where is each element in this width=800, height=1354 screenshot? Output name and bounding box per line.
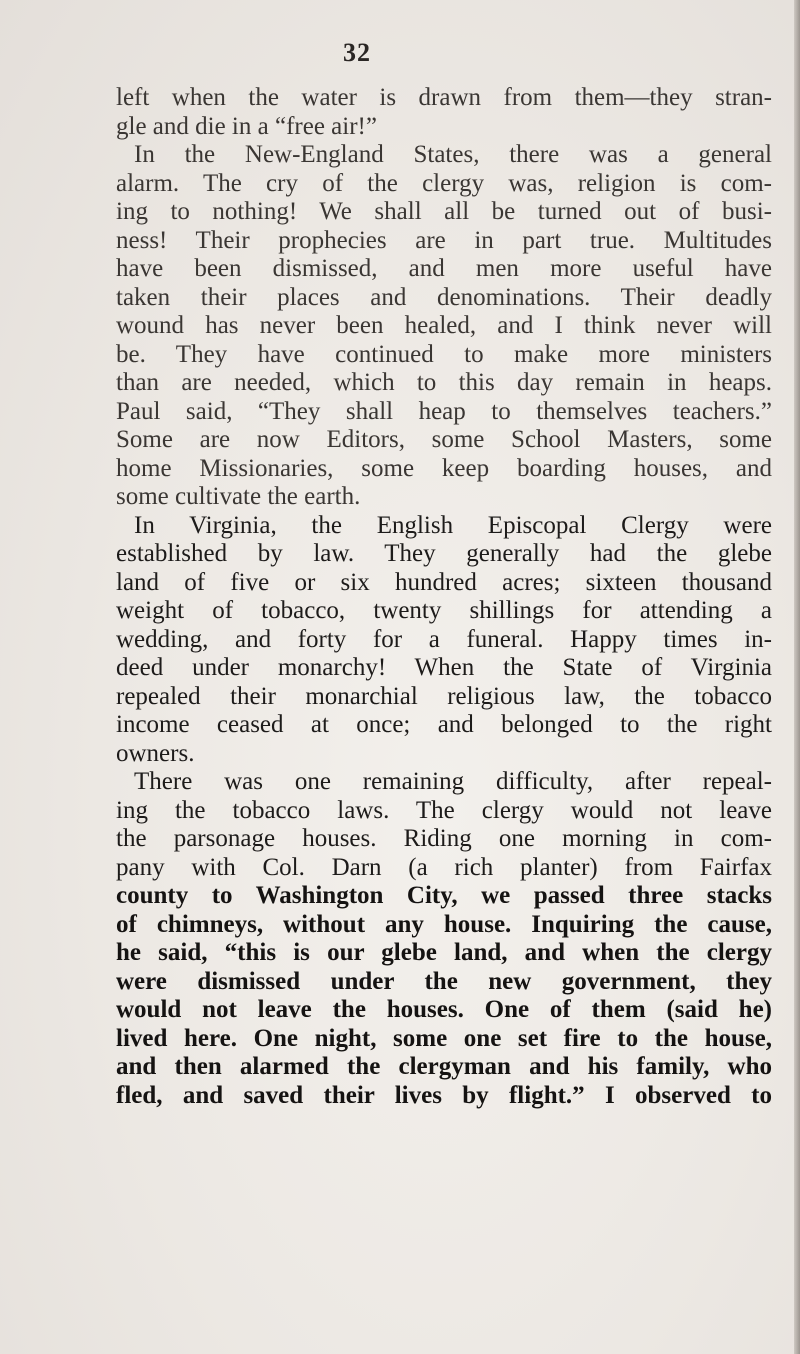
text-line: than are needed, which to this day remain in heaps. [116, 369, 772, 396]
text-line: and then alarmed the clergyman and his family, who [116, 1053, 772, 1080]
text-line: of chimneys, without any house. Inquiring the cause, [116, 910, 772, 938]
text-line: owners. [116, 739, 195, 767]
text-line: county to Washington City, we passed three stacks [116, 882, 772, 909]
text-line: lived here. One night, some one set fire to the house, [116, 1024, 772, 1052]
page-number: 32 [343, 38, 371, 67]
text-line: be. They have continued to make more ministers [116, 340, 772, 368]
text-line: There was one remaining difficulty, after repeal- [134, 768, 772, 795]
text-line: he said, “this is our glebe land, and when the clergy [116, 939, 772, 966]
text-line: some cultivate the earth. [116, 483, 361, 510]
text-line: left when the water is drawn from them—they stran- [116, 84, 772, 111]
text-line: In the New-England States, there was a general [134, 141, 772, 168]
text-line: have been dismissed, and men more useful have [116, 255, 772, 282]
text-line: repealed their monarchial religious law, the tobacco [116, 682, 772, 710]
text-line: were dismissed under the new government, they [116, 967, 772, 995]
text-line: income ceased at once; and belonged to the right [116, 711, 772, 738]
text-line: would not leave the houses. One of them (said he) [116, 996, 772, 1023]
text-line: taken their places and denominations. Their deadly [116, 283, 772, 311]
text-line: ness! Their prophecies are in part true. Multitudes [116, 226, 772, 254]
text-line: wound has never been healed, and I think never will [116, 312, 772, 339]
text-line: pany with Col. Darn (a rich planter) from Fairfax [116, 853, 772, 881]
text-line: the parsonage houses. Riding one morning in com- [116, 825, 772, 852]
text-line: alarm. The cry of the clergy was, religion is com- [116, 169, 772, 197]
text-line: In Virginia, the English Episcopal Clergy were [134, 511, 772, 539]
text-line: wedding, and forty for a funeral. Happy times in- [116, 625, 772, 653]
text-line: weight of tobacco, twenty shillings for attending a [116, 597, 772, 624]
text-line: ing the tobacco laws. The clergy would not leave [116, 796, 772, 824]
page-edge-shadow [794, 0, 800, 1354]
text-line: home Missionaries, some keep boarding houses, and [116, 454, 772, 482]
text-line: Some are now Editors, some School Masters, some [116, 426, 772, 453]
text-line: established by law. They generally had the glebe [116, 540, 772, 567]
text-line: land of five or six hundred acres; sixteen thousand [116, 568, 772, 596]
text-line: ing to nothing! We shall all be turned out of busi- [116, 198, 772, 225]
text-line: Paul said, “They shall heap to themselves teachers.” [116, 397, 772, 425]
text-line: gle and die in a “free air!” [116, 112, 377, 140]
text-line: deed under monarchy! When the State of Virginia [116, 654, 772, 681]
text-line: fled, and saved their lives by flight.” I observed to [116, 1081, 772, 1109]
body-text [116, 84, 772, 1110]
